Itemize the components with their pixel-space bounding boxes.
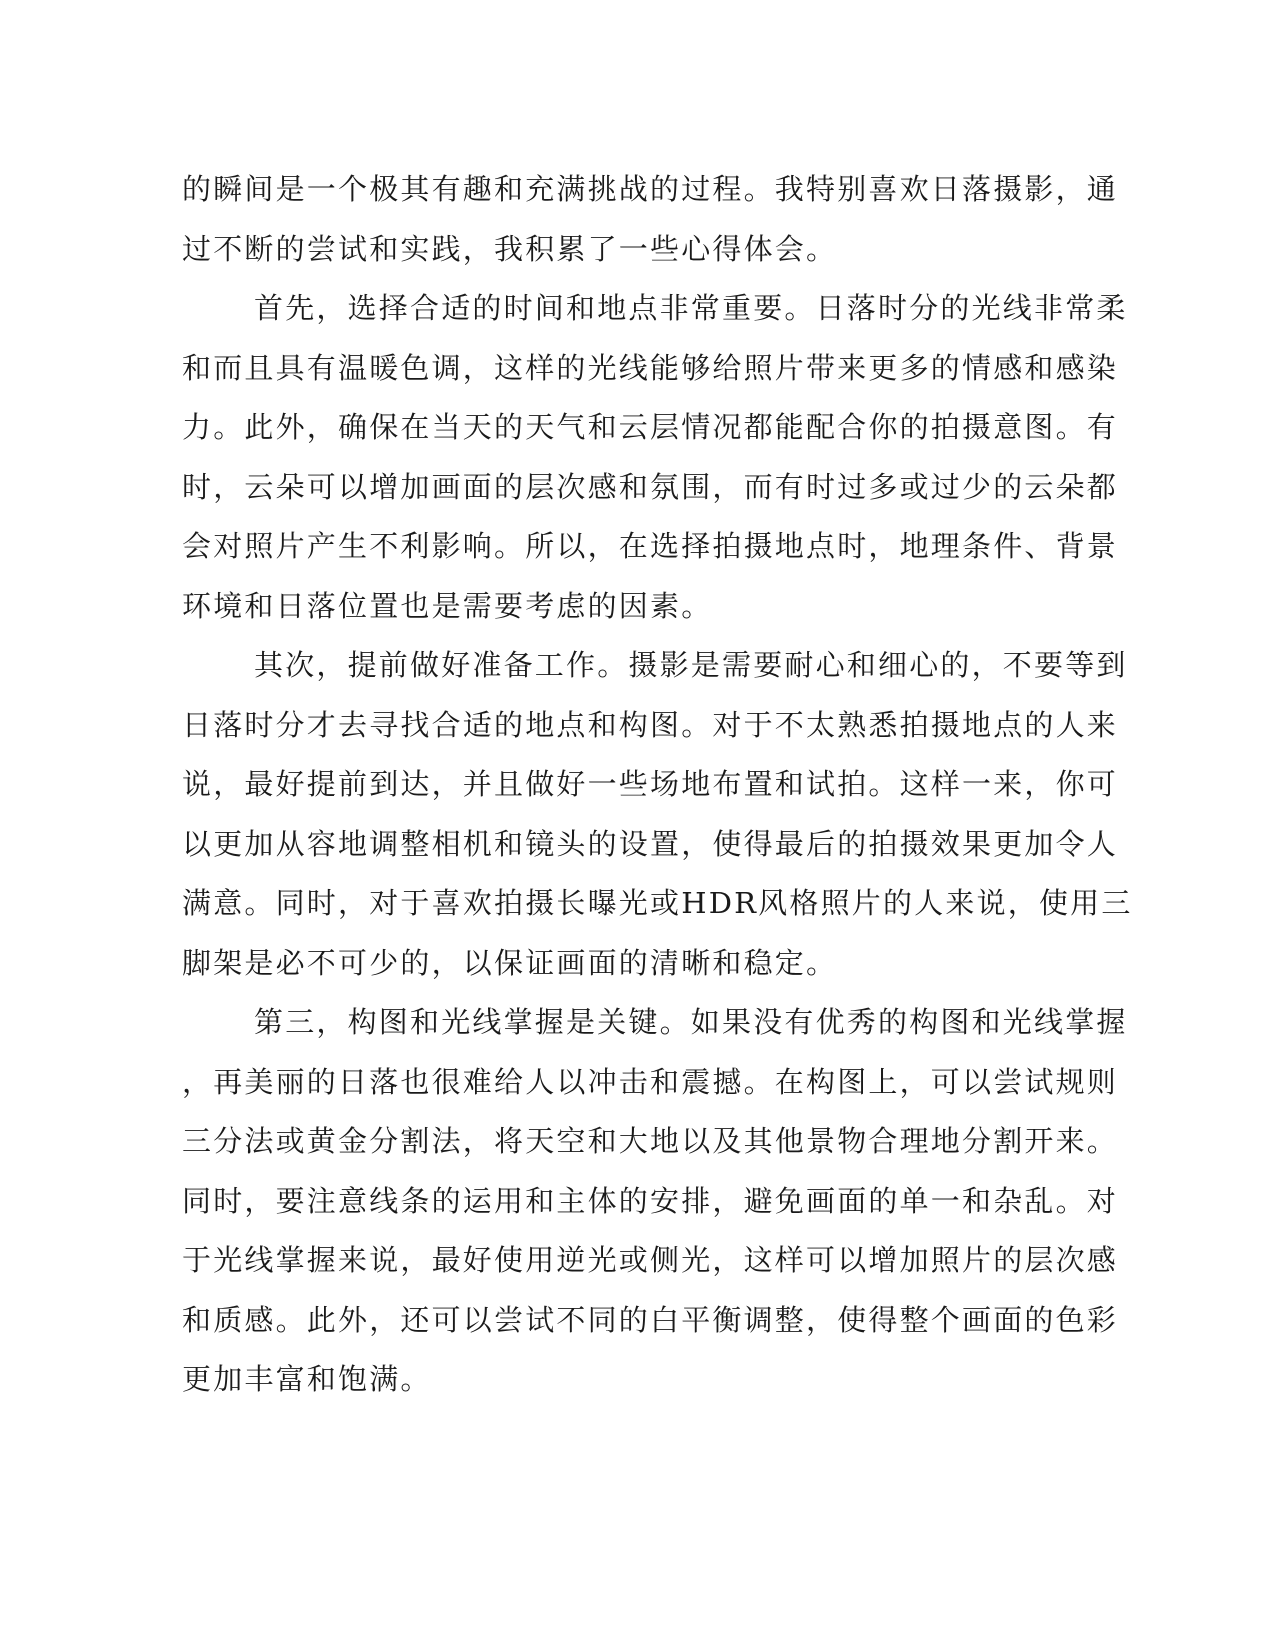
document-body: [182, 160, 1133, 1410]
paragraph-2: [182, 279, 1128, 636]
text-line: 会对照片产生不利影响。所以，在选择拍摄地点时，地理条件、背景: [182, 529, 1119, 563]
paragraph-3: [182, 636, 1133, 993]
text-line: 满意。同时，对于喜欢拍摄长曝光或HDR风格照片的人来说，使用三: [182, 886, 1133, 920]
text-line: 和质感。此外，还可以尝试不同的白平衡调整，使得整个画面的色彩: [182, 1302, 1119, 1337]
text-line: 以更加从容地调整相机和镜头的设置，使得最后的拍摄效果更加令人: [182, 826, 1119, 861]
text-line: 和而且具有温暖色调，这样的光线能够给照片带来更多的情感和感染: [182, 350, 1119, 385]
text-line: 脚架是必不可少的，以保证画面的清晰和稳定。: [182, 945, 838, 980]
text-line: 于光线掌握来说，最好使用逆光或侧光，这样可以增加照片的层次感: [182, 1243, 1119, 1277]
text-line: 的瞬间是一个极其有趣和充满挑战的过程。我特别喜欢日落摄影，通: [182, 172, 1119, 206]
text-line: 时，云朵可以增加画面的层次感和氛围，而有时过多或过少的云朵都: [182, 469, 1119, 504]
text-line: 力。此外，确保在当天的天气和云层情况都能配合你的拍摄意图。有: [182, 410, 1119, 444]
text-line: 其次，提前做好准备工作。摄影是需要耐心和细心的，不要等到: [254, 648, 1128, 682]
text-line: 环境和日落位置也是需要考虑的因素。: [182, 588, 713, 623]
text-line: 第三，构图和光线掌握是关键。如果没有优秀的构图和光线掌握: [254, 1005, 1128, 1039]
paragraph-4: [182, 993, 1128, 1410]
text-line: ，再美丽的日落也很难给人以冲击和震撼。在构图上，可以尝试规则: [182, 1064, 1119, 1099]
text-line: 三分法或黄金分割法，将天空和大地以及其他景物合理地分割开来。: [182, 1124, 1119, 1158]
text-line: 更加丰富和饱满。: [182, 1362, 432, 1396]
text-line: 说，最好提前到达，并且做好一些场地布置和试拍。这样一来，你可: [182, 767, 1119, 801]
text-line: 首先，选择合适的时间和地点非常重要。日落时分的光线非常柔: [254, 291, 1128, 325]
text-line: 日落时分才去寻找合适的地点和构图。对于不太熟悉拍摄地点的人来: [182, 707, 1119, 742]
text-line: 同时，要注意线条的运用和主体的安排，避免画面的单一和杂乱。对: [182, 1183, 1119, 1218]
text-line: 过不断的尝试和实践，我积累了一些心得体会。: [182, 231, 838, 266]
paragraph-1: [182, 160, 1119, 279]
